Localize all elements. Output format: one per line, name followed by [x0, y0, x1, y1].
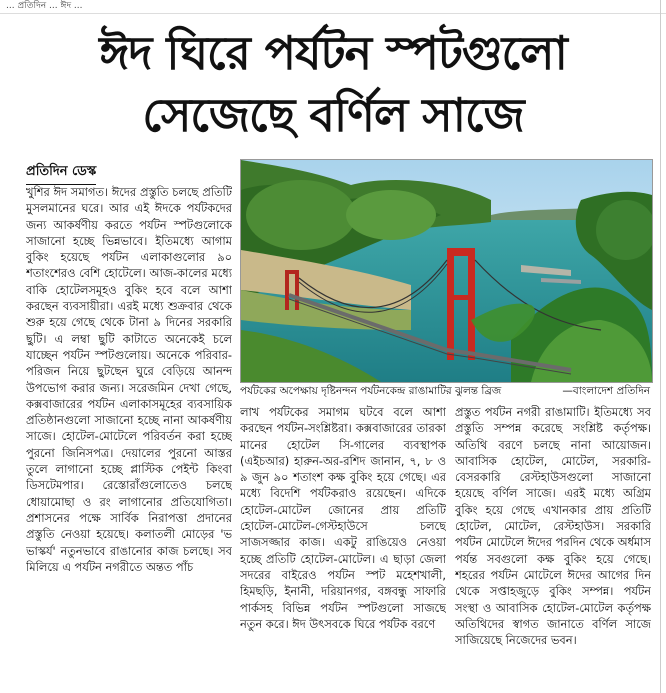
hanging-bridge-illustration [241, 160, 652, 382]
photo-credit: —বাংলাদেশ প্রতিদিন [562, 385, 650, 397]
article-column-1: খুশির ঈদ সমাগত। ঈদের প্রস্তুতি চলছে প্রতিটি মুসলমানের ঘরে। আর এই ঈদকে পর্যটকদের জন্য আকর্ষণীয় করতে পর্যটন স্পটগুলোকে সাজানো হচ্ছে ভিন্নভাবে। ইতিমধ্যে আগাম বুকিং হয়েছে পর্যটন এলাকাগুলোর ৯০ শতাংশেরও বেশি হোটেলে। আজ-কালের মধ্যে বাকি হোটেলসমূহও বুকিং হবে বলে আশা করছেন ব্যবসায়ীরা। এরই মধ্যে শুক্রবার থেকে শুরু হয়ে গেছে থেকে টানা ৯ দিনের সরকারি ছুটি। এ লম্বা ছুটি কাটাতে অনেকেই চলে যাচ্ছেন পর্যটন স্পটগুলোয়। অনেকে পরিবার-পরিজন নিয়ে ছুটছেন ঘুরে বেড়িয়ে আনন্দ উপভোগ করার জন্য। সরেজমিন দেখা গেছে, কক্সবাজারের পর্যটন এলাকাসমূহের ব্যবসায়িক প্রতিষ্ঠানগুলো সাজানো হচ্ছে নানা আকর্ষণীয় সাজে। হোটেল-মোটেলে পরিবর্তন করা হচ্ছে পুরনো জিনিসপত্র। দেয়ালের পুরনো আস্তর তুলে লাগানো হচ্ছে প্লাস্টিক পেইন্ট কিংবা ডিসটেমপার। রেস্তোরাঁগুলোতেও চলছে ধোয়ামোছা ও রং লাগানোর প্রতিযোগিতা। প্রশাসনের পক্ষে সার্বিক নিরাপত্তা প্রদানের প্রস্তুতি নেওয়া হয়েছে। কলাতলী মোড়ের 'ভ ভাস্কর্য' নতুনভাবে রাঙানোর কাজ চলছে। সব মিলিয়ে এ পর্যটন নগরীতে অন্তত পাঁচ [26, 185, 232, 574]
photo-caption [240, 384, 654, 400]
headline-line-2: সেজেছে বর্ণিল সাজে [142, 88, 524, 142]
photo-caption-text: পর্যটকের অপেক্ষায় দৃষ্টিনন্দন পর্যটনকেন্দ্র রাঙামাটির ঝুলন্ত ব্রিজ [240, 385, 502, 397]
newspaper-top-strip: ... প্রতিদিন ... ঈদ ... [0, 0, 666, 14]
page-edge-rule [660, 0, 661, 693]
headline-line-1: ঈদ ঘিরে পর্যটন স্পটগুলো [99, 26, 567, 80]
article-photo-hanging-bridge [240, 159, 653, 383]
article-headline [12, 22, 654, 160]
article-column-2: লাখ পর্যটকের সমাগম ঘটবে বলে আশা করছেন পর্যটন-সংশ্লিষ্টরা। কক্সবাজারের তারকা মানের হোটেল সি-গালের ব্যবস্থাপক (এইচআর) হারুন-অর-রশিদ জানান, ৭, ৮ ও ৯ জুন ৯০ শতাংশ কক্ষ বুকিং হয়ে গেছে। এর মধ্যে বিদেশি পর্যটকরাও রয়েছেন। এদিকে হোটেল-মোটেল জোনের প্রায় প্রতিটি হোটেল-মোটেল-গেস্টহাউসে চলছে সাজসজ্জার কাজ। একটু রাঙিয়েও নেওয়া হচ্ছে প্রতিটি হোটেল-মোটেল। এ ছাড়া জেলা সদরের বাইরেও পর্যটন স্পট মহেশখালী, হিমছড়ি, ইনানী, দরিয়ানগর, বঙ্গবন্ধু সাফারি পার্কসহ বিভিন্ন পর্যটন স্পটগুলো সাজছে নতুন করে। ঈদ উৎসবকে ঘিরে পর্যটক বরণে [240, 405, 446, 631]
byline: প্রতিদিন ডেস্ক [26, 162, 96, 185]
article-column-3: প্রস্তুত পর্যটন নগরী রাঙামাটি। ইতিমধ্যে সব প্রস্তুতি সম্পন্ন করেছে সংশ্লিষ্ট কর্তৃপক্ষ। অতিথি বরণে চলছে নানা আয়োজন। আবাসিক হোটেল, মোটেল, সরকারি-বেসরকারি রেস্টহাউসগুলো সাজানো হয়েছে বর্ণিল সাজে। এরই মধ্যে অগ্রিম বুকিং হয়ে গেছে এখানকার প্রায় প্রতিটি হোটেল, মোটেল, রেস্টহাউস। সরকারি পর্যটন মোটেলে ঈদের পরদিন থেকে অর্ধমাস পর্যন্ত সবগুলো কক্ষ বুকিং হয়ে গেছে। শহরের পর্যটন মোটেলে ঈদের আগের দিন থেকে সপ্তাহজুড়ে বুকিং সম্পন্ন। পর্যটন সংস্থা ও আবাসিক হোটেল-মোটেল কর্তৃপক্ষ অতিথিদের স্বাগত জানাতে বর্ণিল সাজে সাজিয়েছে নিজেদের ভবন। [455, 405, 651, 648]
